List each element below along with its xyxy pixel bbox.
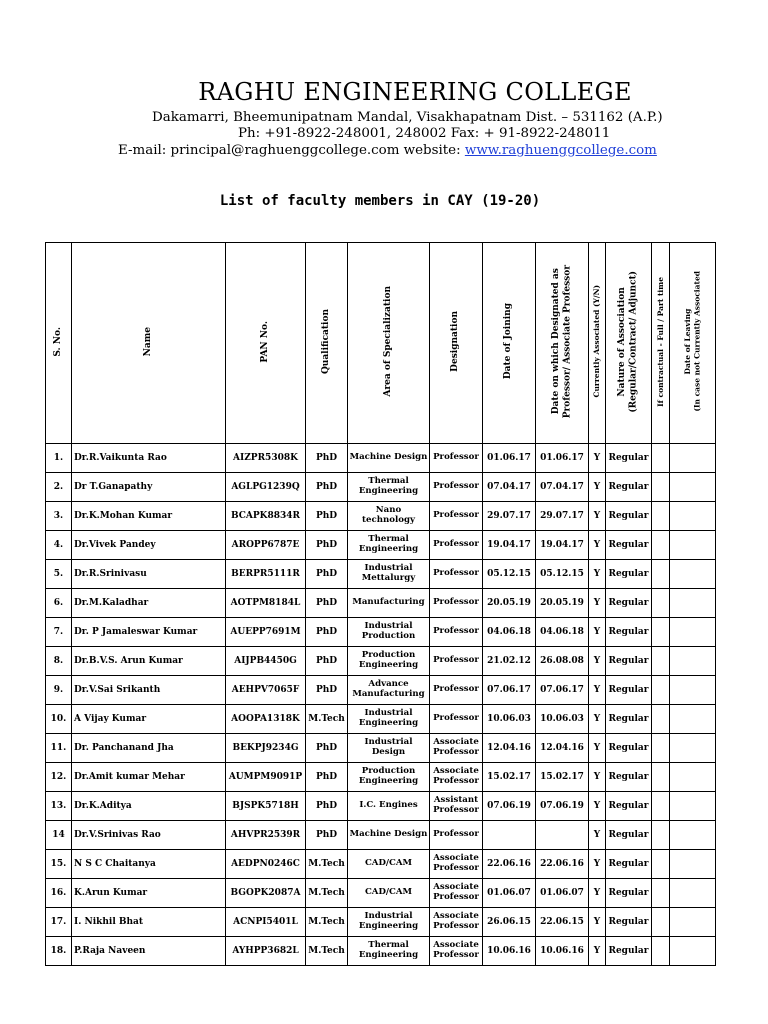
contract-type-cell <box>652 560 670 589</box>
column-header-text: Area of Specialization <box>382 286 393 397</box>
column-header-text: Date on which Designated as <box>550 268 561 415</box>
designation-cell: Professor <box>430 531 483 560</box>
nature-of-association-cell: Regular <box>606 734 652 763</box>
designation-cell: Professor <box>430 444 483 473</box>
nature-of-association-cell: Regular <box>606 792 652 821</box>
contract-type-cell <box>652 531 670 560</box>
qualification-cell: PhD <box>306 618 348 647</box>
nature-of-association-cell: Regular <box>606 618 652 647</box>
nature-of-association-cell: Regular <box>606 705 652 734</box>
pan-number-cell: AOOPA1318K <box>226 705 306 734</box>
specialization-cell: Industrial Engineering <box>348 908 430 937</box>
date-designated-cell: 12.04.16 <box>536 734 589 763</box>
faculty-name-cell: Dr.Vivek Pandey <box>72 531 226 560</box>
column-header <box>430 243 483 444</box>
table-header-row <box>46 243 716 444</box>
college-address: Dakamarri, Bheemunipatnam Mandal, Visakhapatnam Dist. – 531162 (A.P.) <box>152 110 663 125</box>
column-header-label <box>617 271 640 413</box>
column-header <box>589 243 606 444</box>
date-designated-cell: 04.06.18 <box>536 618 589 647</box>
contract-type-cell <box>652 734 670 763</box>
currently-associated-cell: Y <box>589 821 606 850</box>
table-row <box>46 821 716 850</box>
serial-number-cell: 10. <box>46 705 72 734</box>
contract-type-cell <box>652 937 670 966</box>
specialization-cell: Thermal Engineering <box>348 937 430 966</box>
column-header-label <box>503 303 514 379</box>
currently-associated-cell: Y <box>589 792 606 821</box>
nature-of-association-cell: Regular <box>606 502 652 531</box>
pan-number-cell: AIJPB4450G <box>226 647 306 676</box>
date-of-leaving-cell <box>670 763 716 792</box>
qualification-cell: PhD <box>306 821 348 850</box>
date-designated-cell: 01.06.17 <box>536 444 589 473</box>
date-designated-cell: 15.02.17 <box>536 763 589 792</box>
college-email-line <box>118 143 657 158</box>
faculty-name-cell: Dr.K.Aditya <box>72 792 226 821</box>
currently-associated-cell: Y <box>589 647 606 676</box>
column-header-label <box>450 311 461 372</box>
faculty-name-cell: Dr.V.Sai Srikanth <box>72 676 226 705</box>
serial-number-cell: 5. <box>46 560 72 589</box>
designation-cell: Professor <box>430 705 483 734</box>
faculty-name-cell: P.Raja Naveen <box>72 937 226 966</box>
specialization-cell: Nano technology <box>348 502 430 531</box>
column-header-text: (In case not Currently Associated <box>692 271 702 412</box>
column-header-text: Currently Associated (Y/N) <box>592 285 602 398</box>
contract-type-cell <box>652 705 670 734</box>
column-header <box>226 243 306 444</box>
qualification-cell: M.Tech <box>306 850 348 879</box>
column-header-text: Qualification <box>320 308 331 375</box>
date-of-joining-cell: 01.06.07 <box>483 879 536 908</box>
nature-of-association-cell: Regular <box>606 560 652 589</box>
column-header <box>46 243 72 444</box>
table-row <box>46 676 716 705</box>
date-designated-cell: 20.05.19 <box>536 589 589 618</box>
college-phone: Ph: +91-8922-248001, 248002 Fax: + 91-8922-248011 <box>238 126 611 141</box>
qualification-cell: PhD <box>306 734 348 763</box>
date-of-joining-cell: 01.06.17 <box>483 444 536 473</box>
table-body <box>46 444 716 966</box>
serial-number-cell: 9. <box>46 676 72 705</box>
date-of-leaving-cell <box>670 676 716 705</box>
currently-associated-cell: Y <box>589 676 606 705</box>
designation-cell: Professor <box>430 560 483 589</box>
specialization-cell: CAD/CAM <box>348 850 430 879</box>
column-header-text: Date of Joining <box>503 303 514 380</box>
nature-of-association-cell: Regular <box>606 850 652 879</box>
column-header-label <box>383 286 394 397</box>
qualification-cell: PhD <box>306 647 348 676</box>
qualification-cell: PhD <box>306 589 348 618</box>
faculty-name-cell: Dr. P Jamaleswar Kumar <box>72 618 226 647</box>
designation-cell: Professor <box>430 618 483 647</box>
column-header <box>606 243 652 444</box>
column-header <box>348 243 430 444</box>
faculty-name-cell: Dr.B.V.S. Arun Kumar <box>72 647 226 676</box>
table-row <box>46 531 716 560</box>
column-header-text: Professor/ Associate Professor <box>562 264 572 419</box>
nature-of-association-cell: Regular <box>606 879 652 908</box>
date-of-joining-cell: 10.06.16 <box>483 937 536 966</box>
faculty-name-cell: Dr.Amit kumar Mehar <box>72 763 226 792</box>
date-designated-cell: 07.06.19 <box>536 792 589 821</box>
designation-cell: Associate Professor <box>430 734 483 763</box>
specialization-cell: Thermal Engineering <box>348 531 430 560</box>
qualification-cell: M.Tech <box>306 908 348 937</box>
nature-of-association-cell: Regular <box>606 676 652 705</box>
faculty-name-cell: Dr.V.Srinivas Rao <box>72 821 226 850</box>
date-designated-cell: 01.06.07 <box>536 879 589 908</box>
table-row <box>46 444 716 473</box>
date-designated-cell: 26.08.08 <box>536 647 589 676</box>
qualification-cell: M.Tech <box>306 937 348 966</box>
email-text: E-mail: principal@raghuenggcollege.com website: <box>118 143 465 158</box>
serial-number-cell: 18. <box>46 937 72 966</box>
serial-number-cell: 1. <box>46 444 72 473</box>
serial-number-cell: 4. <box>46 531 72 560</box>
column-header-label <box>656 277 665 407</box>
specialization-cell: Machine Design <box>348 444 430 473</box>
date-of-joining-cell: 26.06.15 <box>483 908 536 937</box>
designation-cell: Associate Professor <box>430 763 483 792</box>
date-of-leaving-cell <box>670 937 716 966</box>
date-designated-cell: 29.07.17 <box>536 502 589 531</box>
currently-associated-cell: Y <box>589 879 606 908</box>
date-designated-cell: 10.06.16 <box>536 937 589 966</box>
date-of-leaving-cell <box>670 618 716 647</box>
date-of-joining-cell: 29.07.17 <box>483 502 536 531</box>
date-of-joining-cell: 07.06.19 <box>483 792 536 821</box>
column-header-text: PAN No. <box>259 320 270 363</box>
date-of-leaving-cell <box>670 589 716 618</box>
qualification-cell: PhD <box>306 473 348 502</box>
serial-number-cell: 6. <box>46 589 72 618</box>
designation-cell: Professor <box>430 502 483 531</box>
currently-associated-cell: Y <box>589 705 606 734</box>
date-designated-cell: 19.04.17 <box>536 531 589 560</box>
table-row <box>46 879 716 908</box>
date-designated-cell: 07.06.17 <box>536 676 589 705</box>
pan-number-cell: BEKPJ9234G <box>226 734 306 763</box>
pan-number-cell: BGOPK2087A <box>226 879 306 908</box>
currently-associated-cell: Y <box>589 618 606 647</box>
designation-cell: Associate Professor <box>430 879 483 908</box>
table-row <box>46 937 716 966</box>
contract-type-cell <box>652 763 670 792</box>
date-of-leaving-cell <box>670 792 716 821</box>
currently-associated-cell: Y <box>589 502 606 531</box>
date-of-joining-cell: 05.12.15 <box>483 560 536 589</box>
date-of-leaving-cell <box>670 473 716 502</box>
table-row <box>46 705 716 734</box>
column-header-label <box>53 327 64 357</box>
serial-number-cell: 3. <box>46 502 72 531</box>
specialization-cell: Thermal Engineering <box>348 473 430 502</box>
column-header-text: S. No. <box>52 326 63 357</box>
date-of-joining-cell: 21.02.12 <box>483 647 536 676</box>
table-row <box>46 850 716 879</box>
faculty-name-cell: Dr.M.Kaladhar <box>72 589 226 618</box>
table-row <box>46 792 716 821</box>
contract-type-cell <box>652 444 670 473</box>
currently-associated-cell: Y <box>589 473 606 502</box>
date-designated-cell: 22.06.16 <box>536 850 589 879</box>
column-header <box>536 243 589 444</box>
date-of-joining-cell: 15.02.17 <box>483 763 536 792</box>
qualification-cell: PhD <box>306 560 348 589</box>
specialization-cell: Manufacturing <box>348 589 430 618</box>
date-designated-cell: 05.12.15 <box>536 560 589 589</box>
date-of-joining-cell: 22.06.16 <box>483 850 536 879</box>
currently-associated-cell: Y <box>589 937 606 966</box>
specialization-cell: Production Engineering <box>348 763 430 792</box>
designation-cell: Professor <box>430 821 483 850</box>
date-of-leaving-cell <box>670 908 716 937</box>
serial-number-cell: 2. <box>46 473 72 502</box>
pan-number-cell: AUEPP7691M <box>226 618 306 647</box>
pan-number-cell: BERPR5111R <box>226 560 306 589</box>
column-header-text: Designation <box>450 311 461 372</box>
pan-number-cell: AEDPN0246C <box>226 850 306 879</box>
pan-number-cell: AOTPM8184L <box>226 589 306 618</box>
column-header-label <box>260 321 271 363</box>
date-of-leaving-cell <box>670 879 716 908</box>
qualification-cell: PhD <box>306 444 348 473</box>
date-designated-cell: 07.04.17 <box>536 473 589 502</box>
serial-number-cell: 17. <box>46 908 72 937</box>
date-of-joining-cell: 07.04.17 <box>483 473 536 502</box>
pan-number-cell: AROPP6787E <box>226 531 306 560</box>
column-header <box>483 243 536 444</box>
column-header <box>670 243 716 444</box>
faculty-name-cell: Dr. Panchanand Jha <box>72 734 226 763</box>
column-header-label <box>683 271 702 412</box>
faculty-name-cell: Dr.R.Vaikunta Rao <box>72 444 226 473</box>
contract-type-cell <box>652 792 670 821</box>
nature-of-association-cell: Regular <box>606 531 652 560</box>
currently-associated-cell: Y <box>589 908 606 937</box>
serial-number-cell: 7. <box>46 618 72 647</box>
contract-type-cell <box>652 821 670 850</box>
serial-number-cell: 8. <box>46 647 72 676</box>
pan-number-cell: BCAPK8834R <box>226 502 306 531</box>
currently-associated-cell: Y <box>589 850 606 879</box>
date-of-joining-cell: 12.04.16 <box>483 734 536 763</box>
date-of-joining-cell: 10.06.03 <box>483 705 536 734</box>
date-of-leaving-cell <box>670 705 716 734</box>
serial-number-cell: 15. <box>46 850 72 879</box>
contract-type-cell <box>652 850 670 879</box>
designation-cell: Professor <box>430 647 483 676</box>
pan-number-cell: AIZPR5308K <box>226 444 306 473</box>
date-of-joining-cell: 19.04.17 <box>483 531 536 560</box>
date-of-leaving-cell <box>670 850 716 879</box>
designation-cell: Professor <box>430 676 483 705</box>
date-of-leaving-cell <box>670 502 716 531</box>
nature-of-association-cell: Regular <box>606 937 652 966</box>
date-of-leaving-cell <box>670 821 716 850</box>
specialization-cell: Industrial Design <box>348 734 430 763</box>
faculty-name-cell: Dr.K.Mohan Kumar <box>72 502 226 531</box>
faculty-name-cell: Dr.R.Srinivasu <box>72 560 226 589</box>
date-of-leaving-cell <box>670 444 716 473</box>
designation-cell: Assistant Professor <box>430 792 483 821</box>
column-header-text: Nature of Association <box>617 286 628 397</box>
serial-number-cell: 13. <box>46 792 72 821</box>
qualification-cell: M.Tech <box>306 879 348 908</box>
list-title: List of faculty members in CAY (19-20) <box>219 193 541 209</box>
date-of-joining-cell: 07.06.17 <box>483 676 536 705</box>
date-of-leaving-cell <box>670 734 716 763</box>
specialization-cell: Machine Design <box>348 821 430 850</box>
column-header-text: If contractual - Full / Part time <box>655 276 665 407</box>
contract-type-cell <box>652 647 670 676</box>
qualification-cell: PhD <box>306 763 348 792</box>
faculty-name-cell: Dr T.Ganapathy <box>72 473 226 502</box>
pan-number-cell: BJSPK5718H <box>226 792 306 821</box>
table-row <box>46 560 716 589</box>
serial-number-cell: 12. <box>46 763 72 792</box>
contract-type-cell <box>652 473 670 502</box>
faculty-name-cell: A Vijay Kumar <box>72 705 226 734</box>
contract-type-cell <box>652 589 670 618</box>
date-designated-cell: 10.06.03 <box>536 705 589 734</box>
date-of-joining-cell <box>483 821 536 850</box>
pan-number-cell: AUMPM9091P <box>226 763 306 792</box>
serial-number-cell: 14 <box>46 821 72 850</box>
nature-of-association-cell: Regular <box>606 763 652 792</box>
contract-type-cell <box>652 676 670 705</box>
qualification-cell: PhD <box>306 531 348 560</box>
specialization-cell: CAD/CAM <box>348 879 430 908</box>
college-name: RAGHU ENGINEERING COLLEGE <box>198 78 632 106</box>
contract-type-cell <box>652 502 670 531</box>
specialization-cell: Industrial Production <box>348 618 430 647</box>
qualification-cell: PhD <box>306 676 348 705</box>
table-row <box>46 647 716 676</box>
contract-type-cell <box>652 908 670 937</box>
column-header-label <box>592 285 601 398</box>
specialization-cell: I.C. Engines <box>348 792 430 821</box>
faculty-name-cell: K.Arun Kumar <box>72 879 226 908</box>
pan-number-cell: AHVPR2539R <box>226 821 306 850</box>
table-row <box>46 763 716 792</box>
table-row <box>46 618 716 647</box>
faculty-table <box>45 242 716 966</box>
pan-number-cell: ACNPI5401L <box>226 908 306 937</box>
currently-associated-cell: Y <box>589 531 606 560</box>
designation-cell: Associate Professor <box>430 908 483 937</box>
column-header-text: (Regular/Contract/ Adjunct) <box>628 270 639 413</box>
pan-number-cell: AEHPV7065F <box>226 676 306 705</box>
specialization-cell: Advance Manufacturing <box>348 676 430 705</box>
contract-type-cell <box>652 618 670 647</box>
column-header-label <box>321 309 332 374</box>
date-of-leaving-cell <box>670 560 716 589</box>
date-designated-cell <box>536 821 589 850</box>
specialization-cell: Industrial Engineering <box>348 705 430 734</box>
currently-associated-cell: Y <box>589 734 606 763</box>
pan-number-cell: AGLPG1239Q <box>226 473 306 502</box>
designation-cell: Professor <box>430 473 483 502</box>
table-row <box>46 502 716 531</box>
nature-of-association-cell: Regular <box>606 473 652 502</box>
nature-of-association-cell: Regular <box>606 444 652 473</box>
designation-cell: Associate Professor <box>430 850 483 879</box>
column-header-label <box>551 265 574 418</box>
pan-number-cell: AYHPP3682L <box>226 937 306 966</box>
designation-cell: Professor <box>430 589 483 618</box>
date-designated-cell: 22.06.15 <box>536 908 589 937</box>
column-header-text: Name <box>142 326 153 357</box>
nature-of-association-cell: Regular <box>606 647 652 676</box>
date-of-leaving-cell <box>670 531 716 560</box>
specialization-cell: Production Engineering <box>348 647 430 676</box>
date-of-joining-cell: 04.06.18 <box>483 618 536 647</box>
nature-of-association-cell: Regular <box>606 821 652 850</box>
column-header <box>652 243 670 444</box>
table-row <box>46 589 716 618</box>
column-header-label <box>143 327 154 356</box>
specialization-cell: Industrial Mettalurgy <box>348 560 430 589</box>
column-header-text: Date of Leaving <box>683 308 693 375</box>
qualification-cell: M.Tech <box>306 705 348 734</box>
serial-number-cell: 11. <box>46 734 72 763</box>
column-header <box>306 243 348 444</box>
serial-number-cell: 16. <box>46 879 72 908</box>
currently-associated-cell: Y <box>589 763 606 792</box>
nature-of-association-cell: Regular <box>606 589 652 618</box>
currently-associated-cell: Y <box>589 589 606 618</box>
website-link[interactable]: www.raghuenggcollege.com <box>464 143 657 158</box>
table-row <box>46 473 716 502</box>
currently-associated-cell: Y <box>589 560 606 589</box>
qualification-cell: PhD <box>306 502 348 531</box>
column-header <box>72 243 226 444</box>
date-of-leaving-cell <box>670 647 716 676</box>
nature-of-association-cell: Regular <box>606 908 652 937</box>
qualification-cell: PhD <box>306 792 348 821</box>
date-of-joining-cell: 20.05.19 <box>483 589 536 618</box>
designation-cell: Associate Professor <box>430 937 483 966</box>
table-row <box>46 734 716 763</box>
currently-associated-cell: Y <box>589 444 606 473</box>
faculty-name-cell: N S C Chaitanya <box>72 850 226 879</box>
contract-type-cell <box>652 879 670 908</box>
table-row <box>46 908 716 937</box>
faculty-name-cell: I. Nikhil Bhat <box>72 908 226 937</box>
